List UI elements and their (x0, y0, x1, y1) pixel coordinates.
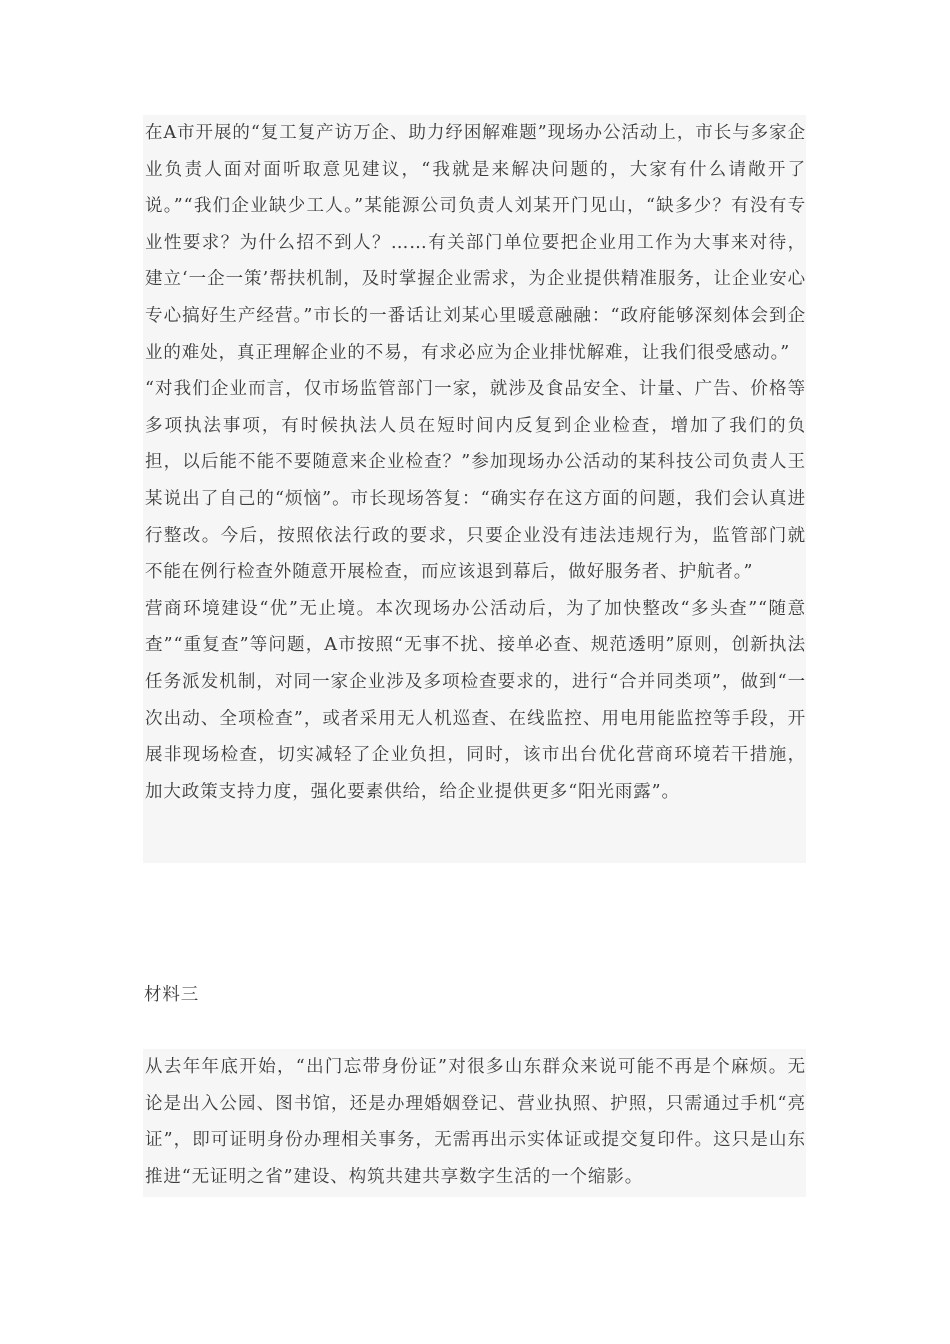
material-two-text-block (143, 115, 806, 863)
paragraph-market-inspection: “对我们企业而言，仅市场监管部门一家，就涉及食品安全、计量、广告、价格等多项执法事项，有时候执法人员在短时间内反复到企业检查，增加了我们的负担，以后能不能不要随意来企业检查？”参加现场办公活动的某科技公司负责人王某说出了自己的“烦恼”。市长现场答复：“确实存在这方面的问题，我们会认真进行整改。今后，按照依法行政的要求，只要企业没有违法违规行为，监管部门就不能在例行检查外随意开展检查，而应该退到幕后，做好服务者、护航者。” (145, 379, 806, 583)
material-three-text-block (143, 1049, 806, 1197)
paragraph-digital-id: 从去年年底开始，“出门忘带身份证”对很多山东群众来说可能不再是个麻烦。无论是出入公园、图书馆，还是办理婚姻登记、营业执照、护照，只需通过手机“亮证”，即可证明身份办理相关事务，无需再出示实体证或提交复印件。这只是山东推进“无证明之省”建设、构筑共建共享数字生活的一个缩影。 (145, 1057, 806, 1187)
section-heading-material-three: 材料三 (144, 985, 200, 1005)
paragraph-business-environment: 营商环境建设“优”无止境。本次现场办公活动后，为了加快整改“多头查”“随意查”“重复查”等问题，A市按照“无事不扰、接单必查、规范透明”原则，创新执法任务派发机制，对同一家企业涉及多项检查要求的，进行“合并同类项”，做到“一次出动、全项检查”，或者采用无人机巡查、在线监控、用电用能监控等手段，开展非现场检查，切实减轻了企业负担，同时，该市出台优化营商环境若干措施，加大政策支持力度，强化要素供给，给企业提供更多“阳光雨露”。 (145, 598, 806, 802)
paragraph-mayor-meeting: 在A市开展的“复工复产访万企、助力纾困解难题”现场办公活动上，市长与多家企业负责人面对面听取意见建议，“我就是来解决问题的，大家有什么请敞开了说。”“我们企业缺少工人。”某能源公司负责人刘某开门见山，“缺多少？有没有专业性要求？为什么招不到人？……有关部门单位要把企业用工作为大事来对待，建立‘一企一策’帮扶机制，及时掌握企业需求，为企业提供精准服务，让企业安心专心搞好生产经营。”市长的一番话让刘某心里暖意融融：“政府能够深刻体会到企业的难处，真正理解企业的不易，有求必应为企业排忧解难，让我们很受感动。” (145, 123, 806, 363)
